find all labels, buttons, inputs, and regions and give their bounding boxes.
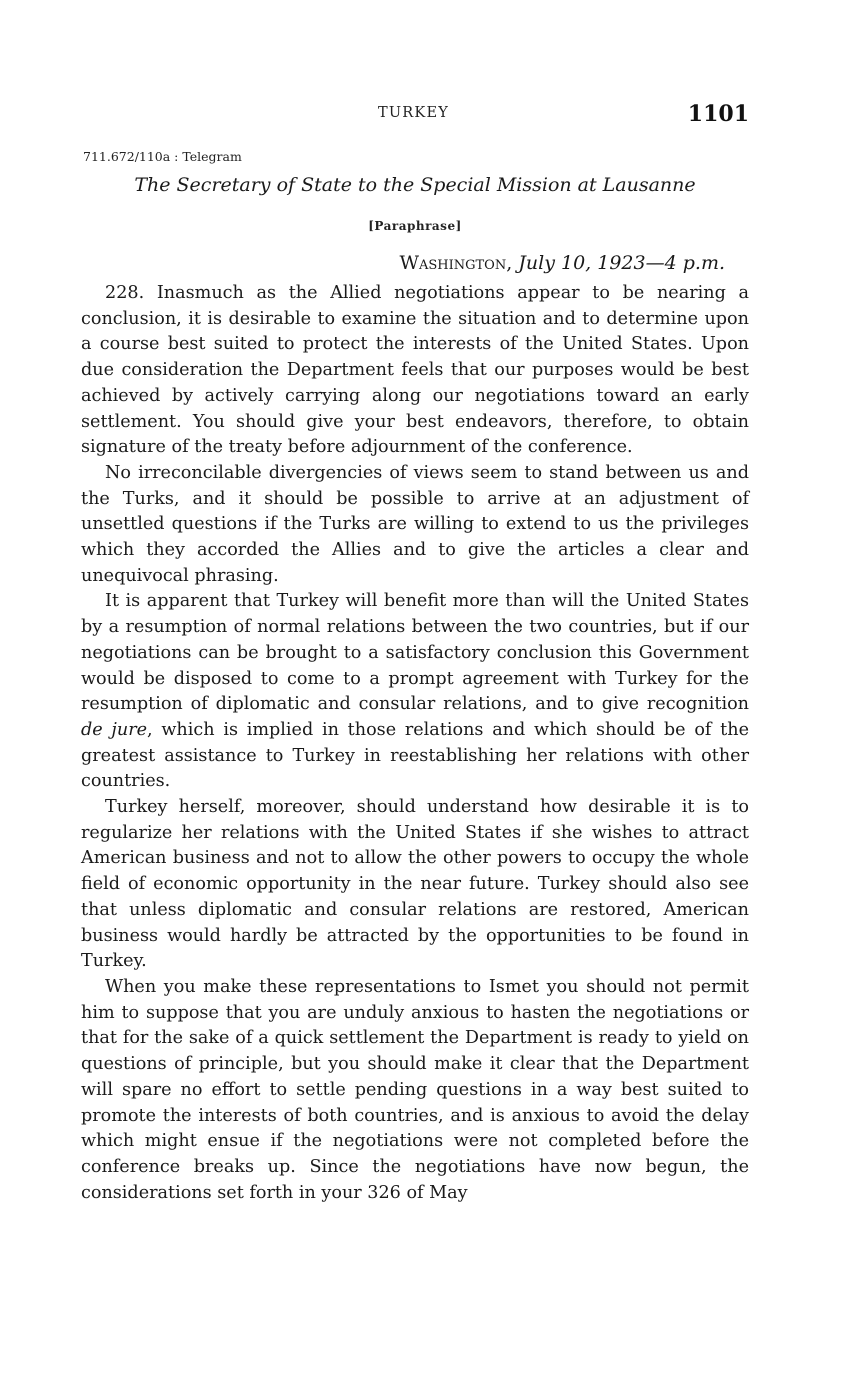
paragraph-2: No irreconcilable divergencies of views seem to stand between us and the Turks, and it should be possible to arrive at an adjustment of unsettled questions if the Turks are willing to extend to us the privileges which they accorded the Allies and to give the articles a clear and unequivocal phrasing.	[81, 462, 749, 586]
dateline-date: July 10, 1923—4 p.m.	[518, 252, 725, 274]
paragraph-5: When you make these representations to Ismet you should not permit him to suppose that you are unduly anxious to hasten the negotiations or that for the sake of a quick settlement the Department is ready to yield on questions of principle, but you should make it clear that the Department will spare no effort to settle pending questions in a way best suited to promote the interests of both countries, and is anxious to avoid the delay which might ensue if the negotiations were not completed before the conference breaks up. Since the negotiations have now begun, the considerations set forth in your 326 of May	[81, 976, 749, 1203]
telegram-body	[81, 281, 749, 1206]
dateline-place: Washington,	[399, 252, 513, 274]
paragraph-3-italic-term: de jure	[81, 719, 148, 740]
page-number: 1101	[687, 101, 749, 127]
running-header	[81, 101, 749, 135]
paragraph-1: 228. Inasmuch as the Allied negotiations appear to be nearing a conclusion, it is desirable to examine the situation and to determine upon a course best suited to protect the interests of the United States. Upon due consideration the Department feels that our purposes would be best achieved by actively carrying along our negotiations toward an early settlement. You should give your best endeavors, therefore, to obtain signature of the treaty before adjournment of the conference.	[81, 283, 749, 458]
paragraph-3	[81, 589, 749, 795]
paragraph-3-text-after: , which is implied in those relations and which should be of the greatest assistance to Turkey in reestablishing her relations with other countries.	[81, 719, 749, 792]
dateline	[399, 252, 725, 274]
paraphrase-note: [Paraphrase]	[368, 219, 462, 233]
paragraph-4: Turkey herself, moreover, should understand how desirable it is to regularize her relations with the United States if she wishes to attract American business and not to allow the other powers to occupy the whole field of economic opportunity in the near future. Turkey should also see that unless diplomatic and consular relations are restored, American business would hardly be attracted by the opportunities to be found in Turkey.	[81, 797, 749, 972]
document-title: The Secretary of State to the Special Mission at Lausanne	[134, 174, 696, 196]
paragraph-3-text-before: It is apparent that Turkey will benefit more than will the United States by a resumption of normal relations between the two countries, but if our negotiations can be brought to a satisfactory conclusion this Government would be disposed to come to a prompt agreement with Turkey for the resumption of diplomatic and consular relations, and to give recognition	[81, 591, 749, 715]
document-page	[81, 0, 749, 1380]
running-title: TURKEY	[378, 105, 449, 121]
file-number: 711.672/110a : Telegram	[83, 149, 242, 164]
